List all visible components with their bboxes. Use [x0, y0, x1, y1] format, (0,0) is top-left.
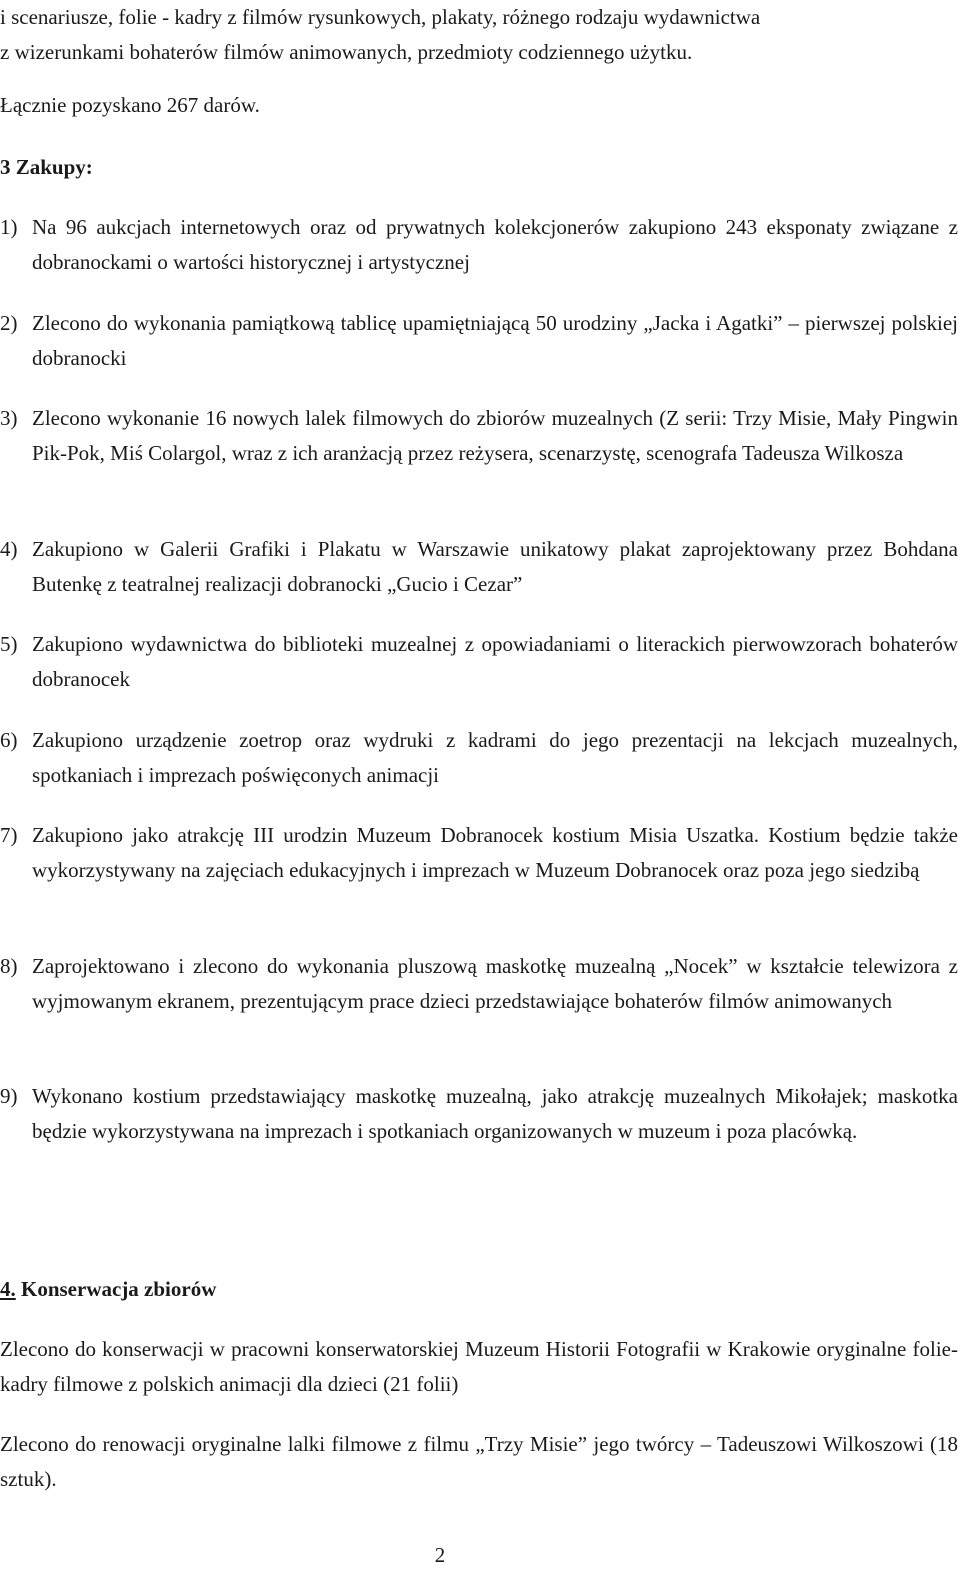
- list-item-number: 4): [0, 537, 18, 561]
- list-item-number: 2): [0, 311, 18, 335]
- list-item-text: Zakupiono urządzenie zoetrop oraz wydruki z kadrami do jego prezentacji na lekcjach muzealnych, spotkaniach i imprezach poświęconych animacji: [32, 728, 958, 787]
- list-item-number: 8): [0, 954, 18, 978]
- page-number: 2: [434, 1543, 446, 1567]
- list-item-text: Zakupiono wydawnictwa do biblioteki muzealnej z opowiadaniami o literackich pierwowzorach bohaterów dobranocek: [32, 632, 958, 691]
- conservation-paragraph: Zlecono do konserwacji w pracowni konserwatorskiej Muzeum Historii Fotografii w Krakowie oryginalne folie-kadry filmowe z polskich animacji dla dzieci (21 folii): [0, 1337, 958, 1396]
- intro-line-1: i scenariusze, folie - kadry z filmów rysunkowych, plakaty, różnego rodzaju wydawnictwa: [0, 5, 761, 29]
- list-item: [0, 401, 958, 471]
- renovation-paragraph: Zlecono do renowacji oryginalne lalki filmowe z filmu „Trzy Misie” jego twórcy – Tadeuszowi Wilkoszowi (18 sztuk).: [0, 1432, 958, 1491]
- section-4-heading: [0, 1272, 958, 1307]
- list-item: [0, 306, 958, 376]
- list-item-number: 6): [0, 728, 18, 752]
- list-item-text: Zakupiono jako atrakcję III urodzin Muzeum Dobranocek kostium Misia Uszatka. Kostium będzie także wykorzystywany na zajęciach edukacyjnych i imprezach w Muzeum Dobranocek oraz poza jego siedzibą: [32, 823, 958, 882]
- list-item-number: 3): [0, 406, 18, 430]
- list-item: [0, 723, 958, 793]
- list-item-text: Zlecono wykonanie 16 nowych lalek filmowych do zbiorów muzealnych (Z serii: Trzy Misie, Mały Pingwin Pik-Pok, Miś Colargol, wraz z ich aranżacją przez reżysera, scenarzystę, scenografa Tadeusza Wilkosza: [32, 406, 958, 465]
- list-item-number: 5): [0, 632, 18, 656]
- list-item: [0, 210, 958, 280]
- list-item: [0, 1079, 958, 1149]
- list-item-text: Zlecono do wykonania pamiątkową tablicę upamiętniającą 50 urodziny „Jacka i Agatki” – pierwszej polskiej dobranocki: [32, 311, 958, 370]
- section-3-heading: 3 Zakupy:: [0, 155, 93, 179]
- list-item-number: 9): [0, 1084, 18, 1108]
- list-item: [0, 627, 958, 697]
- intro-paragraph: [0, 0, 958, 70]
- list-item-number: 7): [0, 823, 18, 847]
- list-item: [0, 532, 958, 602]
- list-item: [0, 949, 958, 1019]
- list-item-text: Zaprojektowano i zlecono do wykonania pluszową maskotkę muzealną „Nocek” w kształcie telewizora z wyjmowanym ekranem, prezentującym prace dzieci przedstawiające bohaterów filmów animowanych: [32, 954, 958, 1013]
- list-item: [0, 818, 958, 888]
- list-item-number: 1): [0, 215, 18, 239]
- intro-line-2: z wizerunkami bohaterów filmów animowanych, przedmioty codziennego użytku.: [0, 40, 693, 64]
- section-4-title: Konserwacja zbiorów: [21, 1277, 217, 1301]
- total-donations: Łącznie pozyskano 267 darów.: [0, 93, 260, 117]
- section-4-number: 4.: [0, 1277, 16, 1301]
- list-item-text: Wykonano kostium przedstawiający maskotkę muzealną, jako atrakcję muzealnych Mikołajek; maskotka będzie wykorzystywana na imprezach i spotkaniach organizowanych w muzeum i poza placówką.: [32, 1084, 958, 1143]
- list-item-text: Zakupiono w Galerii Grafiki i Plakatu w Warszawie unikatowy plakat zaprojektowany przez Bohdana Butenkę z teatralnej realizacji dobranocki „Gucio i Cezar”: [32, 537, 958, 596]
- list-item-text: Na 96 aukcjach internetowych oraz od prywatnych kolekcjonerów zakupiono 243 eksponaty związane z dobranockami o wartości historycznej i artystycznej: [32, 215, 958, 274]
